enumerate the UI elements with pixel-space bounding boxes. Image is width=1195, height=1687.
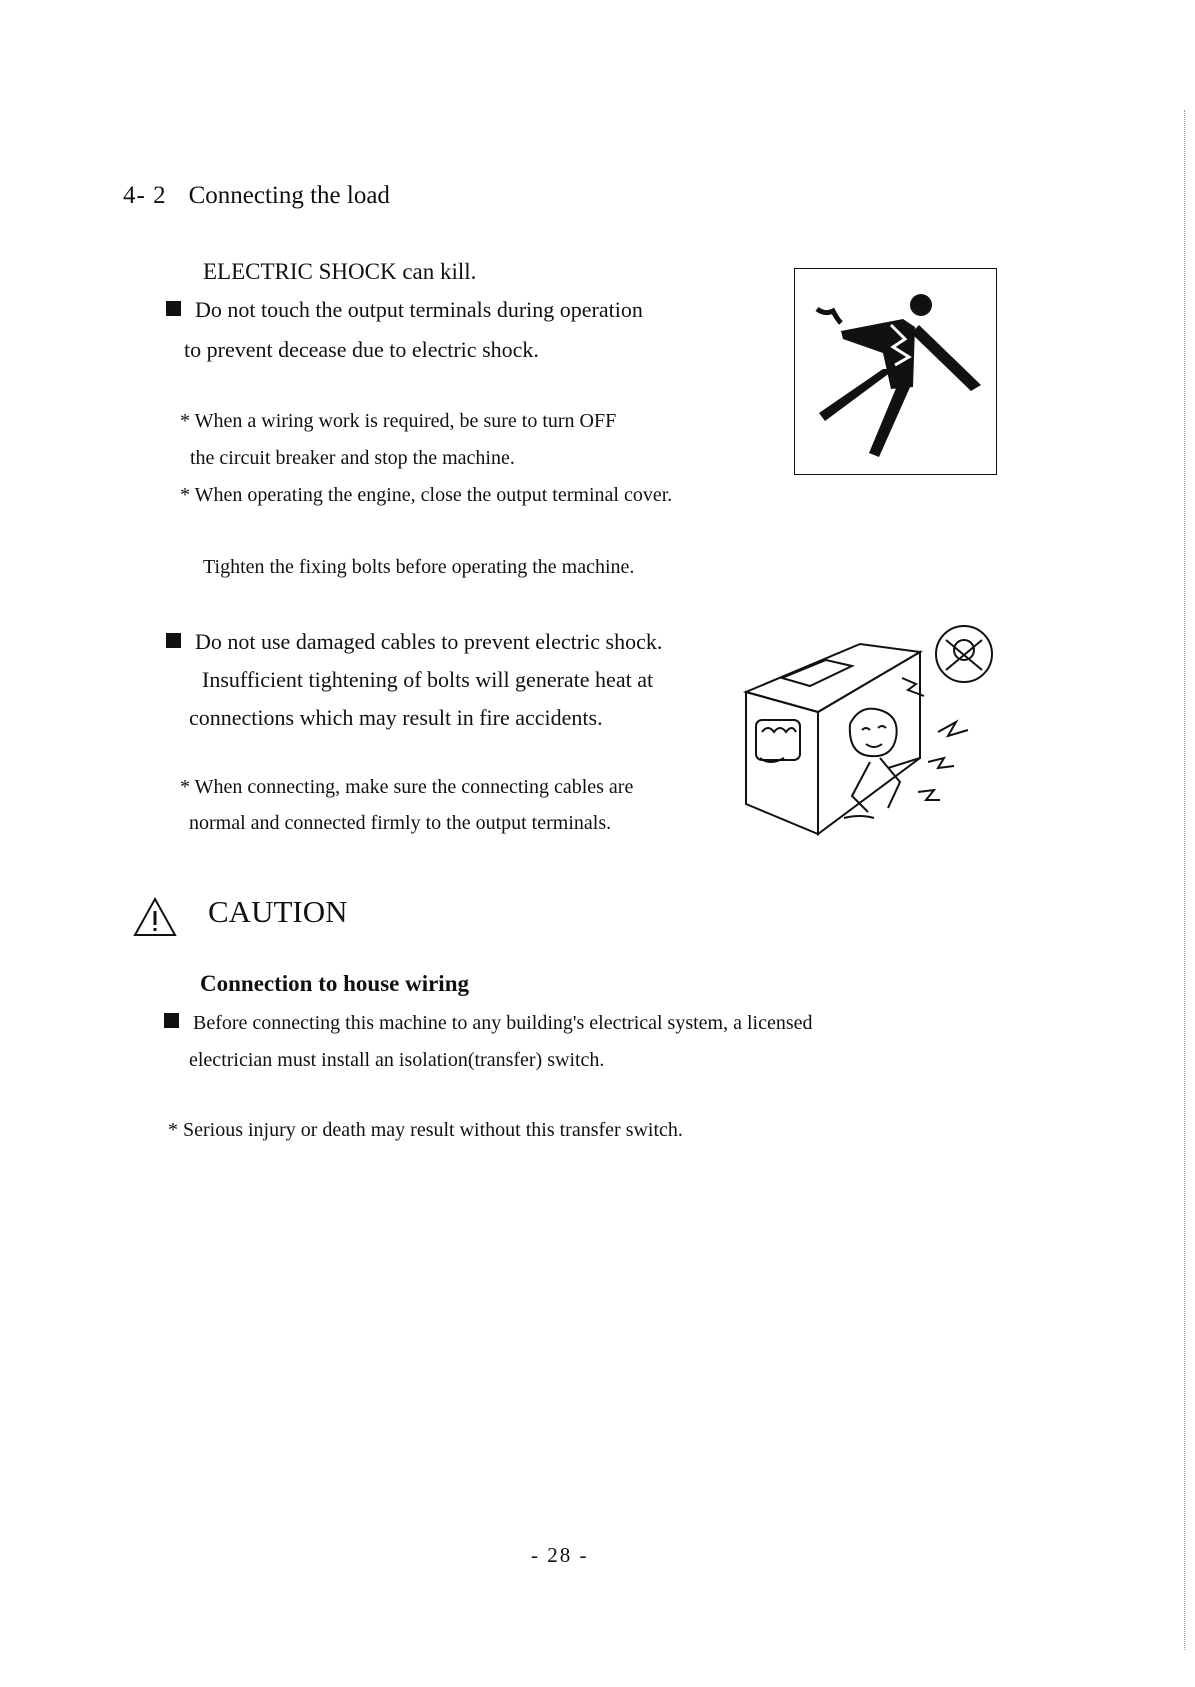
warning1-bullet-line2: to prevent decease due to electric shock. <box>184 337 539 362</box>
warning1-bullet-line1: Do not touch the output terminals during operation <box>166 297 643 323</box>
bullet-square-icon <box>166 633 181 648</box>
warning-triangle-icon <box>132 896 178 943</box>
section-number: 4- 2 <box>123 182 167 209</box>
warning1-note1-line1: * When a wiring work is required, be sure to turn OFF <box>180 410 617 432</box>
warning2-bullet-line1: Do not use damaged cables to prevent electric shock. <box>166 629 662 655</box>
warning2-line2: Insufficient tightening of bolts will generate heat at <box>202 667 654 692</box>
bullet-square-icon <box>166 301 181 316</box>
warning2-note-line2: normal and connected firmly to the output terminals. <box>189 812 612 834</box>
page-number: - 28 - <box>531 1543 589 1567</box>
warning2-line3: connections which may result in fire accidents. <box>189 705 603 730</box>
warning1-note1-line2: the circuit breaker and stop the machine. <box>190 447 515 469</box>
caution-bullet-line1: Before connecting this machine to any building's electrical system, a licensed <box>164 1012 813 1035</box>
warning1-note2: * When operating the engine, close the output terminal cover. <box>180 484 673 506</box>
electric-shock-heading: ELECTRIC SHOCK can kill. <box>203 259 477 284</box>
electric-shock-icon <box>794 268 997 475</box>
warning2-note-line1: * When connecting, make sure the connecting cables are <box>180 776 634 798</box>
tighten-bolts-text: Tighten the fixing bolts before operating the machine. <box>203 556 635 578</box>
shocked-worker-illustration <box>742 608 1002 840</box>
scan-edge-line <box>1184 110 1185 1650</box>
caution-bullet-line2: electrician must install an isolation(transfer) switch. <box>189 1049 605 1071</box>
bullet-square-icon <box>164 1013 179 1028</box>
section-title <box>123 182 390 210</box>
section-heading: Connecting the load <box>188 182 390 209</box>
caution-title: CAUTION <box>208 894 348 929</box>
caution-note: * Serious injury or death may result without this transfer switch. <box>168 1119 683 1141</box>
caution-subheading: Connection to house wiring <box>200 971 469 996</box>
